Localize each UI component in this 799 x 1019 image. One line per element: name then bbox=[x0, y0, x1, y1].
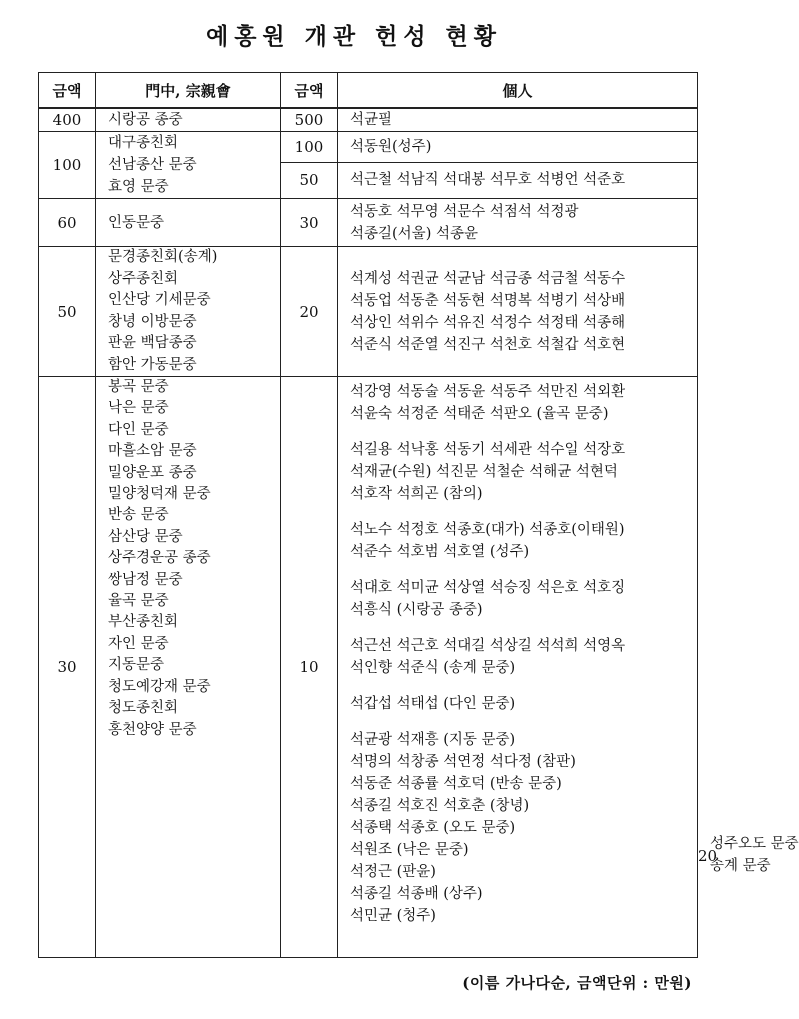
group-name: 시랑공 종중 bbox=[108, 112, 183, 128]
individual-names-line: 석재균(수원) 석진문 석철순 석해균 석현덕 bbox=[350, 464, 618, 480]
individual-amount-cell: 30 bbox=[281, 199, 338, 247]
individual-names-line: 석대호 석미균 석상열 석승징 석은호 석호징 bbox=[350, 580, 626, 596]
group-name: 삼산당 문중 bbox=[108, 528, 183, 545]
individual-names-line: 석동호 석무영 석문수 석점석 석정광 bbox=[350, 203, 579, 220]
individual-names-cell bbox=[338, 377, 698, 958]
individual-names-line: 석갑섭 석태섭 (다인 문중) bbox=[350, 696, 516, 712]
donation-table bbox=[38, 72, 799, 958]
individual-names-line: 석인향 석준식 (송계 문중) bbox=[350, 660, 516, 676]
individual-names-cell bbox=[338, 108, 698, 132]
group-name: 문경종친회(송계) bbox=[108, 249, 218, 265]
individual-amount-cell: 20 bbox=[281, 247, 338, 377]
group-amount-cell: 100 bbox=[39, 132, 96, 199]
individual-names-line: 석흥식 (시랑공 종중) bbox=[350, 602, 483, 618]
name-group bbox=[350, 439, 697, 505]
group-name: 상주종친회 bbox=[108, 270, 179, 287]
individual-names-line: 석근선 석근호 석대길 석상길 석석희 석영옥 bbox=[350, 638, 626, 654]
individual-names-line: 석상인 석위수 석유진 석정수 석정태 석종해 bbox=[350, 314, 626, 331]
table-row bbox=[39, 199, 698, 247]
group-name: 지동문중 bbox=[108, 657, 165, 674]
individual-amount-cell: 500 bbox=[281, 108, 338, 132]
individual-names-line: 석정근 (판윤) bbox=[350, 864, 436, 880]
group-names-cell bbox=[96, 132, 281, 199]
page-title: 예홍원 개관 헌성 현황 bbox=[206, 23, 502, 50]
group-name: 효영 문중 bbox=[108, 179, 169, 195]
individual-names-cell bbox=[338, 199, 698, 247]
individual-names-line: 석노수 석정호 석종호(대가) 석종호(이태원) bbox=[350, 522, 625, 538]
group-name: 부산종친회 bbox=[108, 614, 179, 631]
header-row bbox=[39, 73, 698, 109]
individual-names-line: 석준수 석호범 석호열 (성주) bbox=[350, 544, 530, 560]
group-name: 대구종친회 bbox=[108, 135, 179, 151]
individual-names-line: 석원조 (낙은 문중) bbox=[350, 842, 469, 858]
name-group bbox=[350, 693, 697, 715]
group-name: 상주경운공 종중 bbox=[108, 550, 211, 567]
individual-names-line: 석준식 석준열 석진구 석천호 석철갑 석호현 bbox=[350, 336, 626, 353]
group-amount-cell: 60 bbox=[39, 199, 96, 247]
individual-names-line: 석종길 석호진 석호춘 (창녕) bbox=[350, 798, 530, 814]
individual-names-line: 석길용 석낙홍 석동기 석세관 석수일 석장호 bbox=[350, 442, 626, 458]
group-amount-cell: 30 bbox=[39, 377, 96, 958]
header-individual: 個人 bbox=[338, 73, 698, 109]
footer-note: (이름 가나다순, 금액단위 : 만원) bbox=[462, 974, 692, 992]
name-group bbox=[350, 109, 697, 131]
individual-names-line: 석윤숙 석정준 석태준 석판오 (율곡 문중) bbox=[350, 406, 609, 422]
group-name: 함안 가동문중 bbox=[108, 356, 197, 373]
header-amount-left: 금액 bbox=[39, 73, 96, 109]
group-name: 밀양청덕재 문중 bbox=[108, 486, 211, 503]
individual-names-line: 석동준 석종률 석호덕 (반송 문중) bbox=[350, 776, 562, 792]
name-group bbox=[350, 169, 697, 191]
individual-names-line: 석균광 석재흥 (지동 문중) bbox=[350, 732, 516, 748]
group-names-cell bbox=[96, 108, 281, 132]
individual-names-line: 석종길(서울) 석종윤 bbox=[350, 225, 478, 242]
individual-names-line: 석민균 (청주) bbox=[350, 908, 436, 924]
individual-amount-cell: 10 bbox=[281, 377, 338, 958]
table-row bbox=[39, 108, 698, 132]
group-name: 낙은 문중 bbox=[108, 400, 169, 417]
group-name: 청도종친회 bbox=[108, 700, 179, 717]
group-amount-cell: 400 bbox=[39, 108, 96, 132]
group-name: 밀양운포 종중 bbox=[108, 464, 197, 481]
individual-names-line: 석계성 석권균 석균남 석금종 석금철 석동수 bbox=[350, 270, 626, 287]
group-name: 자인 문중 bbox=[108, 635, 169, 652]
group-name: 마흘소암 문중 bbox=[108, 443, 197, 460]
individual-names-line: 석명의 석창종 석연정 석다정 (참판) bbox=[350, 754, 576, 770]
individual-amount-cell: 100 bbox=[281, 132, 338, 163]
group-name: 반송 문중 bbox=[108, 507, 169, 524]
name-group bbox=[350, 729, 697, 927]
individual-amount-cell: 50 bbox=[281, 162, 338, 198]
table-row: 20 성주오도 문중 송계 문중 bbox=[698, 836, 799, 874]
header-group: 門中, 宗親會 bbox=[96, 73, 281, 109]
name-group bbox=[350, 136, 697, 158]
header-amount-right: 금액 bbox=[281, 73, 338, 109]
group-name: 창녕 이방문중 bbox=[108, 313, 197, 330]
group-name: 율곡 문중 bbox=[108, 593, 169, 610]
individual-names-line: 석근철 석남직 석대봉 석무호 석병언 석준호 bbox=[350, 172, 626, 189]
group-names-cell bbox=[96, 377, 281, 958]
individual-names-line: 석종길 석종배 (상주) bbox=[350, 886, 483, 902]
table-row bbox=[39, 132, 698, 163]
individual-names-line: 석동원(성주) bbox=[350, 138, 432, 155]
individual-names-line: 석균필 bbox=[350, 112, 393, 128]
name-group bbox=[350, 577, 697, 621]
individual-names-line: 석종택 석종호 (오도 문중) bbox=[350, 820, 516, 836]
individual-names-cell bbox=[338, 247, 698, 377]
group-name: 다인 문중 bbox=[108, 421, 169, 438]
group-names-cell bbox=[96, 199, 281, 247]
group-amount-cell: 50 bbox=[39, 247, 96, 377]
name-group bbox=[350, 268, 697, 356]
name-group bbox=[350, 381, 697, 425]
group-names-cell bbox=[96, 247, 281, 377]
name-group bbox=[350, 519, 697, 563]
group-name: 홍천양양 문중 bbox=[108, 721, 197, 738]
individual-names-line: 석강영 석동술 석동윤 석동주 석만진 석외환 bbox=[350, 384, 626, 400]
individual-names-cell bbox=[338, 132, 698, 163]
group-name: 인동문중 bbox=[108, 214, 165, 231]
name-group bbox=[350, 201, 697, 245]
group-name: 선남종산 문중 bbox=[108, 157, 197, 173]
table-row bbox=[39, 377, 698, 755]
group-name: 판윤 백담종중 bbox=[108, 335, 197, 351]
group-name: 봉곡 문중 bbox=[108, 379, 169, 395]
individual-names-cell bbox=[338, 162, 698, 198]
individual-names-line: 석호작 석희곤 (참의) bbox=[350, 486, 483, 502]
table-row bbox=[39, 247, 698, 377]
name-group bbox=[350, 635, 697, 679]
individual-names-line: 석동업 석동춘 석동현 석명복 석병기 석상배 bbox=[350, 292, 626, 309]
group-name: 쌍남정 문중 bbox=[108, 571, 183, 588]
group-name: 인산당 기세문중 bbox=[108, 292, 211, 308]
group-name: 청도예강재 문중 bbox=[108, 678, 211, 695]
